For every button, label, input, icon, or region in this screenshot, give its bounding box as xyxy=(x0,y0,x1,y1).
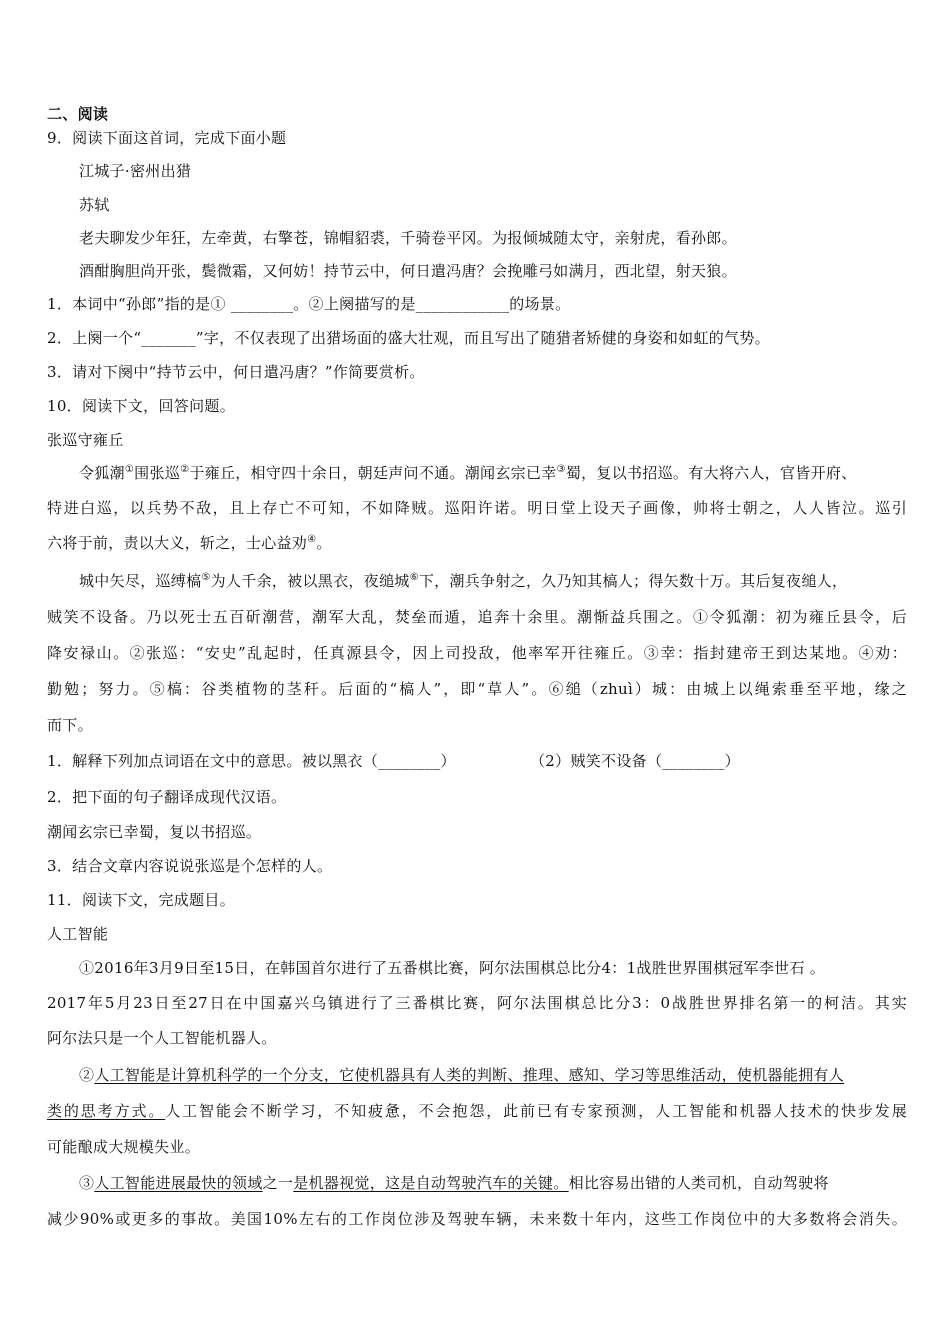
footnote-ref: ⑤ xyxy=(201,572,211,583)
q10-para2-line4: 勤勉；努力。⑤槁：谷类植物的茎秆。后面的“槁人”，即“草人”。⑥缒（zhuì）城：由城上以绳索垂至平地，缘之 xyxy=(47,680,907,698)
q11-title: 11．阅读下文，完成题目。 xyxy=(47,891,235,909)
footnote-ref: ④ xyxy=(307,534,317,545)
footnote-ref: ⑥ xyxy=(409,572,419,583)
q10-sub-1b: （2）贼笑不设备（________） xyxy=(530,752,740,770)
q10-para2-line1: 城中矢尽，巡缚槁⑤为人千余，被以黑衣，夜缒城⑥下，潮兵争射之，久乃知其槁人；得矢数十万。其后复夜缒人， xyxy=(79,572,848,590)
poem-line-2: 酒酣胸胆尚开张，鬓微霜，又何妨！持节云中，何日遣冯唐？会挽雕弓如满月，西北望，射天狼。 xyxy=(79,262,737,280)
underlined-sentence: 类的思考方式。 xyxy=(47,1102,166,1120)
section-title: 二、阅读 xyxy=(47,105,109,123)
poem-author: 苏轼 xyxy=(79,196,110,214)
q10-para1-line3: 六将于前，责以大义，斩之，士心益劝④。 xyxy=(47,534,332,552)
q11-para1-line1: ①2016年3月9日至15日，在韩国首尔进行了五番棋比赛，阿尔法围棋总比分4：1战胜世界围棋冠军李世石 。 xyxy=(79,959,826,977)
q10-para2-line2: 贼笑不设备。乃以死士五百斫潮营，潮军大乱，焚垒而遁，追奔十余里。潮惭益兵围之。①令狐潮：初为雍丘县令，后 xyxy=(47,608,907,626)
underlined-sentence: 人工智能是计算机科学的一个分支，它使机器具有人类的判断、推理、感知、学习等思维活动，使机器能拥有人 xyxy=(94,1066,845,1084)
underlined-phrase: 人工智能进展最快的领域 xyxy=(94,1174,263,1192)
q11-para3-line1: ③人工智能进展最快的领域之一是机器视觉，这是自动驾驶汽车的关键。相比容易出错的人类司机，自动驾驶将 xyxy=(79,1174,829,1192)
poem-line-1: 老夫聊发少年狂，左牵黄，右擎苍，锦帽貂裘，千骑卷平冈。为报倾城随太守，亲射虎，看孙郎。 xyxy=(79,229,737,247)
q11-para2-line3: 可能酿成大规模失业。 xyxy=(47,1138,201,1156)
q9-sub-1: 1．本词中“孙郎”指的是① ________。②上阕描写的是____________的场景。 xyxy=(47,295,571,313)
q10-sub-3: 3．结合文章内容说说张巡是个怎样的人。 xyxy=(47,857,333,875)
q10-para2-line3: 降安禄山。②张巡：“安史”乱起时，任真源县令，因上司投敌，他率军开往雍丘。③幸：指封建帝王到达某地。④劝： xyxy=(47,644,907,662)
q10-para1-line2: 特进白巡，以兵势不敌，且上存亡不可知，不如降贼。巡阳许诺。明日堂上设天子画像，帅将士朝之，人人皆泣。巡引 xyxy=(47,499,907,517)
footnote-ref: ② xyxy=(180,464,190,475)
underlined-phrase: 是机器视觉，这是自动驾驶汽车的关键。 xyxy=(293,1174,569,1192)
q10-title: 10．阅读下文，回答问题。 xyxy=(47,397,235,415)
q11-para2-line2: 类的思考方式。人工智能会不断学习，不知疲惫，不会抱怨，此前已有专家预测，人工智能和机器人技术的快步发展 xyxy=(47,1102,907,1120)
q9-sub-2: 2．上阕一个“_______”字，不仅表现了出猎场面的盛大壮观，而且写出了随猎者矫健的身姿和如虹的气势。 xyxy=(47,329,770,347)
passage-title-zhangxun: 张巡守雍丘 xyxy=(47,431,124,449)
q11-para1-line3: 阿尔法只是一个人工智能机器人。 xyxy=(47,1029,277,1047)
q10-sub-1a: 1．解释下列加点词语在文中的意思。被以黑衣（________） xyxy=(47,752,456,770)
q11-para1-line2: 2017年5月23日至27日在中国嘉兴乌镇进行了三番棋比赛，阿尔法围棋总比分3：0战胜世界排名第一的柯洁。其实 xyxy=(47,994,907,1012)
q9-sub-3: 3．请对下阕中“持节云中，何日遣冯唐？”作简要赏析。 xyxy=(47,363,425,381)
q11-para3-line2: 减少90%或更多的事故。美国10%左右的工作岗位涉及驾驶车辆，未来数十年内，这些工作岗位中的大多数将会消失。 xyxy=(47,1210,907,1228)
q9-title: 9．阅读下面这首词，完成下面小题 xyxy=(47,129,287,147)
q10-sub-2: 2．把下面的句子翻译成现代汉语。 xyxy=(47,788,287,806)
q10-para2-line5: 而下。 xyxy=(47,716,93,734)
q11-para2-line1: ②人工智能是计算机科学的一个分支，它使机器具有人类的判断、推理、感知、学习等思维活动，使机器能拥有人 xyxy=(79,1066,845,1084)
footnote-ref: ① xyxy=(124,464,135,475)
poem-title: 江城子·密州出猎 xyxy=(79,162,192,180)
q10-para1-line1: 令狐潮①围张巡②于雍丘，相守四十余日，朝廷声问不通。潮闻玄宗已幸③蜀，复以书招巡。有大将六人，官皆开府、 xyxy=(79,464,857,482)
q10-sub-2-sentence: 潮闻玄宗已幸蜀，复以书招巡。 xyxy=(47,823,262,841)
passage-title-ai: 人工智能 xyxy=(47,925,109,943)
footnote-ref: ③ xyxy=(556,464,566,475)
